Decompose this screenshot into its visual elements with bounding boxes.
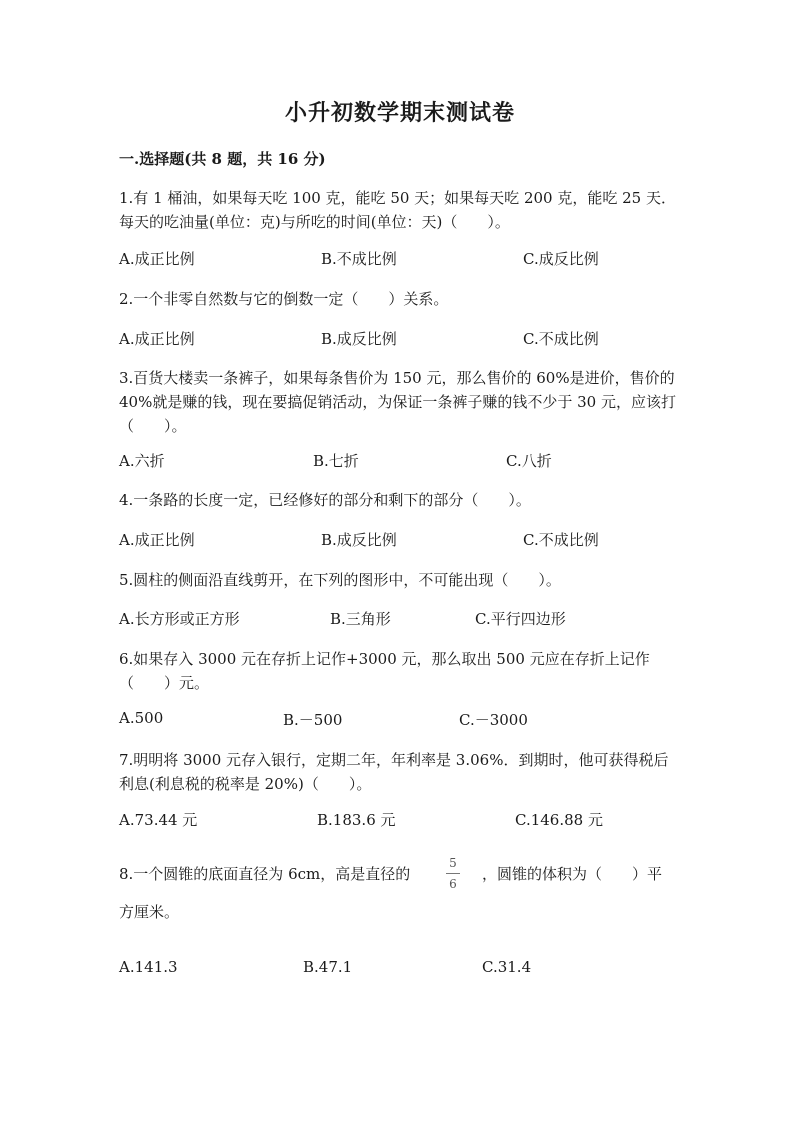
q2-option-c[interactable]: C.不成比例	[523, 330, 599, 348]
page-title: 小升初数学期末测试卷	[284, 100, 515, 126]
q7-option-a[interactable]: A.73.44 元	[119, 811, 198, 829]
q6-option-a[interactable]: A.500	[119, 709, 164, 727]
q3-option-b[interactable]: B.七折	[313, 452, 359, 470]
q4-option-b[interactable]: B.成反比例	[321, 531, 397, 549]
q1-option-a[interactable]: A.成正比例	[119, 250, 195, 268]
q6-option-b[interactable]: B.－500	[283, 711, 343, 729]
q5-option-c[interactable]: C.平行四边形	[475, 610, 566, 628]
q2-option-b[interactable]: B.成反比例	[321, 330, 397, 348]
question-8-part2: ，圆锥的体积为（ ）平	[482, 865, 663, 883]
question-2: 2.一个非零自然数与它的倒数一定（ ）关系。	[119, 290, 449, 308]
question-7: 7.明明将 3000 元存入银行，定期二年，年利率是 3.06%．到期时，他可获得税后利息(利息税的税率是 20%)（ ）。	[119, 751, 669, 793]
q2-option-a[interactable]: A.成正比例	[119, 330, 195, 348]
question-5: 5.圆柱的侧面沿直线剪开，在下列的图形中，不可能出现（ ）。	[119, 571, 561, 589]
q6-option-c[interactable]: C.－3000	[459, 711, 528, 729]
q1-option-b[interactable]: B.不成比例	[321, 250, 397, 268]
q5-option-a[interactable]: A.长方形或正方形	[119, 610, 240, 628]
question-4: 4.一条路的长度一定，已经修好的部分和剩下的部分（ ）。	[119, 491, 531, 509]
question-8-line2: 方厘米。	[119, 903, 180, 921]
fraction-five-sixths	[446, 856, 460, 891]
question-3: 3.百货大楼卖一条裤子，如果每条售价为 150 元，那么售价的 60%是进价，售价的 40%就是赚的钱，现在要搞促销活动，为保证一条裤子赚的钱不少于 30 元，应该打（ ）。	[119, 369, 676, 435]
q3-option-c[interactable]: C.八折	[506, 452, 552, 470]
section-heading: 一.选择题(共 8 题，共 16 分)	[119, 150, 326, 168]
q3-option-a[interactable]: A.六折	[119, 452, 165, 470]
q5-option-b[interactable]: B.三角形	[330, 610, 391, 628]
fraction-numerator: 5	[449, 856, 457, 870]
fraction-bar	[446, 873, 460, 874]
q7-option-b[interactable]: B.183.6 元	[317, 811, 396, 829]
q8-option-c[interactable]: C.31.4	[482, 958, 532, 976]
q1-option-c[interactable]: C.成反比例	[523, 250, 599, 268]
fraction-denominator: 6	[449, 877, 457, 891]
q4-option-c[interactable]: C.不成比例	[523, 531, 599, 549]
q4-option-a[interactable]: A.成正比例	[119, 531, 195, 549]
q8-option-a[interactable]: A.141.3	[119, 958, 178, 976]
q8-option-b[interactable]: B.47.1	[303, 958, 353, 976]
question-8-part1: 8.一个圆锥的底面直径为 6cm，高是直径的	[119, 865, 411, 883]
question-1: 1.有 1 桶油，如果每天吃 100 克，能吃 50 天；如果每天吃 200 克，能吃 25 天．每天的吃油量(单位：克)与所吃的时间(单位：天)（ ）。	[119, 189, 676, 231]
question-6: 6.如果存入 3000 元在存折上记作+3000 元，那么取出 500 元应在存折上记作（ ）元。	[119, 650, 650, 692]
q7-option-c[interactable]: C.146.88 元	[515, 811, 603, 829]
